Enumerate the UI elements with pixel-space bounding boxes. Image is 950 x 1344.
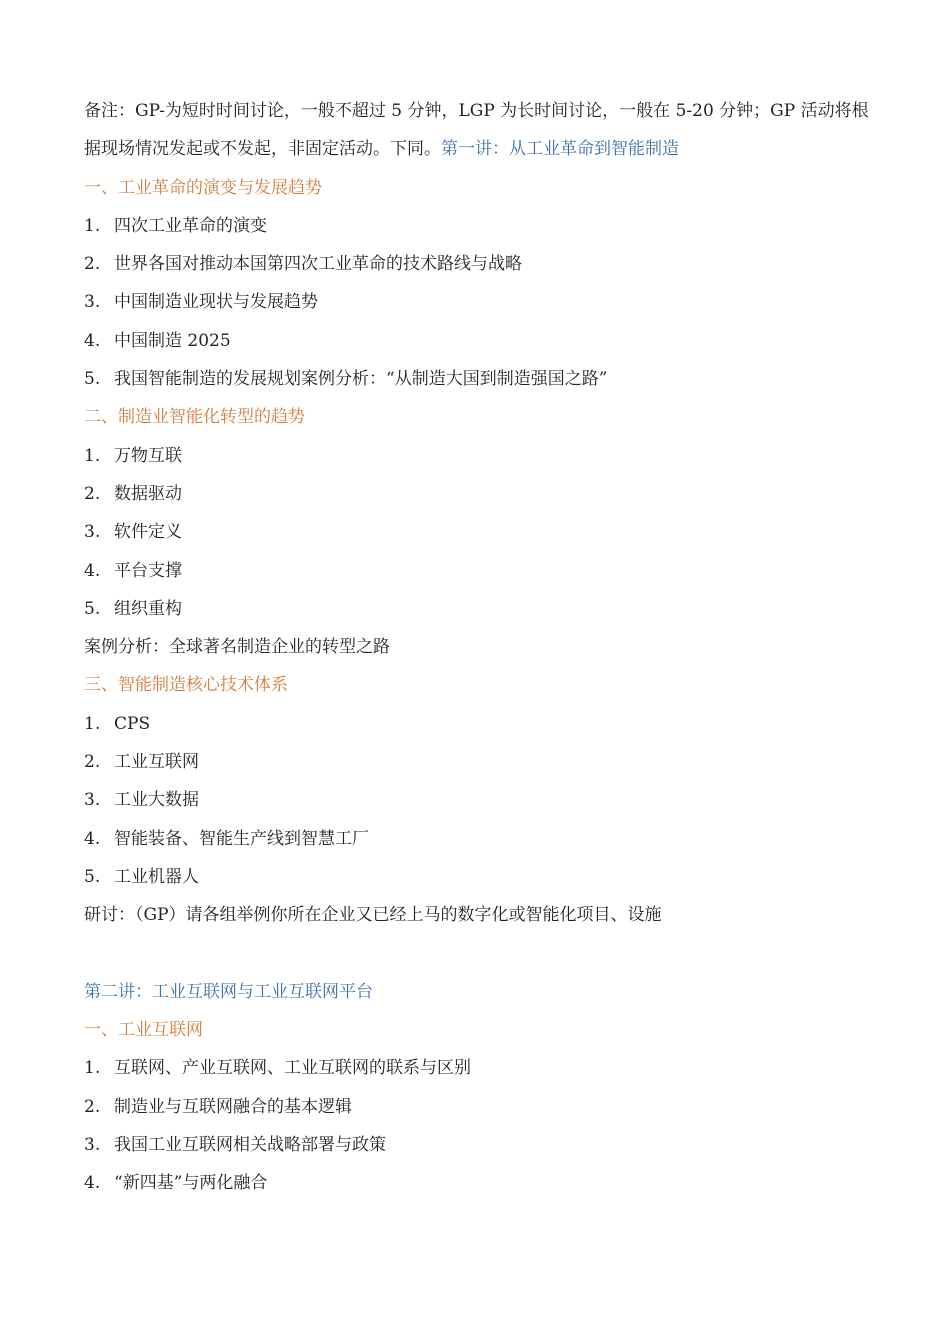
- item-number: 1.: [84, 445, 101, 466]
- item-text: 互联网、产业互联网、工业互联网的联系与区别: [114, 1058, 471, 1079]
- item-text: 工业大数据: [114, 790, 199, 811]
- item-text: 智能装备、智能生产线到智慧工厂: [114, 828, 369, 849]
- item-number: 1.: [84, 713, 101, 734]
- item-number: 3.: [84, 790, 101, 811]
- list-item: [84, 1088, 874, 1126]
- item-number: 3.: [84, 292, 101, 313]
- list-item: [84, 360, 874, 398]
- section-heading: 一、工业互联网: [84, 1020, 203, 1041]
- item-text: CPS: [114, 713, 151, 734]
- remark-paragraph: [84, 92, 874, 169]
- list-item: [84, 1164, 874, 1202]
- lecture2-title: 第二讲：工业互联网与工业互联网平台: [84, 981, 373, 1002]
- item-text: 数据驱动: [114, 483, 182, 504]
- item-number: 1.: [84, 1058, 101, 1079]
- item-number: 2.: [84, 483, 101, 504]
- item-number: 4.: [84, 1173, 101, 1194]
- item-number: 4.: [84, 828, 101, 849]
- blank-line: [84, 935, 874, 973]
- document-page: [84, 92, 874, 1203]
- list-item: [84, 475, 874, 513]
- remark-text: 备注：GP-为短时时间讨论，一般不超过 5 分钟，LGP 为长时间讨论，一般在 5-20 分钟；GP 活动将根据现场情况发起或不发起，非固定活动。下同。: [84, 101, 869, 160]
- item-text: 我国工业互联网相关战略部署与政策: [114, 1135, 386, 1156]
- item-text: 制造业与互联网融合的基本逻辑: [114, 1096, 352, 1117]
- item-number: 2.: [84, 254, 101, 275]
- list-item: [84, 437, 874, 475]
- item-number: 2.: [84, 1096, 101, 1117]
- item-text: 组织重构: [114, 598, 182, 619]
- item-text: “新四基”与两化融合: [114, 1173, 268, 1194]
- item-text: 世界各国对推动本国第四次工业革命的技术路线与战略: [114, 254, 522, 275]
- item-number: 2.: [84, 752, 101, 773]
- list-item: [84, 207, 874, 245]
- item-number: 3.: [84, 522, 101, 543]
- list-item: [84, 513, 874, 551]
- list-item: [84, 743, 874, 781]
- section-heading: 三、智能制造核心技术体系: [84, 675, 288, 696]
- item-number: 1.: [84, 215, 101, 236]
- list-item: [84, 552, 874, 590]
- item-text: 中国制造业现状与发展趋势: [114, 292, 318, 313]
- item-number: 4.: [84, 330, 101, 351]
- list-item: [84, 322, 874, 360]
- list-item: [84, 858, 874, 896]
- discussion-note: 研讨：（GP）请各组举例你所在企业又已经上马的数字化或智能化项目、设施: [84, 905, 662, 926]
- list-item: [84, 820, 874, 858]
- list-item: [84, 590, 874, 628]
- item-text: 四次工业革命的演变: [114, 215, 267, 236]
- item-text: 工业互联网: [114, 752, 199, 773]
- item-text: 万物互联: [114, 445, 182, 466]
- item-text: 软件定义: [114, 522, 182, 543]
- item-text: 中国制造 2025: [114, 330, 231, 351]
- case-analysis: 案例分析：全球著名制造企业的转型之路: [84, 637, 390, 658]
- section-heading: 一、工业革命的演变与发展趋势: [84, 177, 322, 198]
- list-item: [84, 781, 874, 819]
- item-text: 我国智能制造的发展规划案例分析：“从制造大国到制造强国之路”: [114, 369, 608, 390]
- item-number: 5.: [84, 866, 101, 887]
- item-number: 3.: [84, 1135, 101, 1156]
- item-text: 工业机器人: [114, 866, 199, 887]
- item-number: 4.: [84, 560, 101, 581]
- list-item: [84, 1049, 874, 1087]
- list-item: [84, 1126, 874, 1164]
- lecture1-title: 第一讲：从工业革命到智能制造: [441, 139, 679, 160]
- list-item: [84, 245, 874, 283]
- item-number: 5.: [84, 369, 101, 390]
- item-text: 平台支撑: [114, 560, 182, 581]
- item-number: 5.: [84, 598, 101, 619]
- list-item: [84, 705, 874, 743]
- section-heading: 二、制造业智能化转型的趋势: [84, 407, 305, 428]
- list-item: [84, 283, 874, 321]
